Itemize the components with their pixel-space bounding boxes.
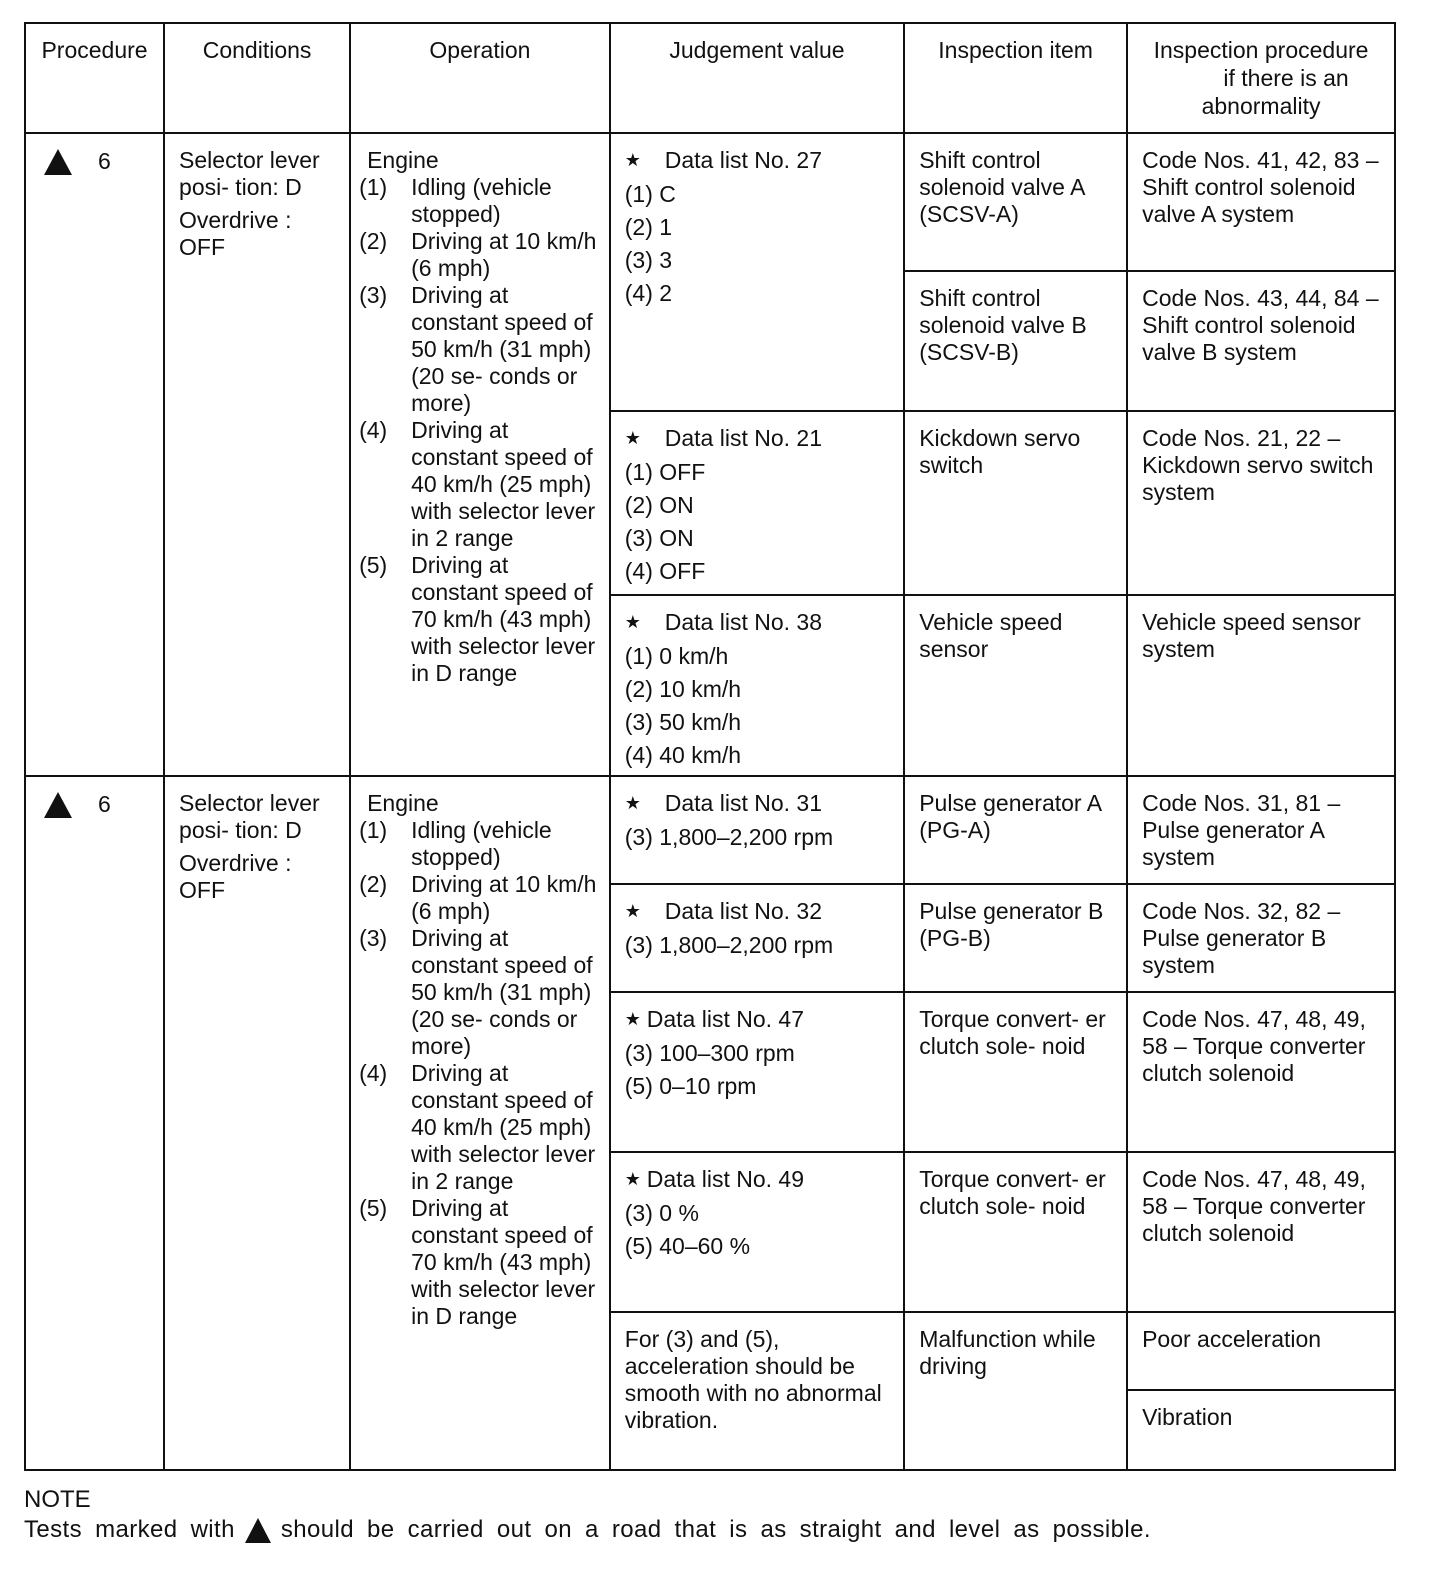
diagnosis-table [24, 22, 1396, 1471]
header-operation: Operation [350, 23, 610, 133]
inspection-item-cell: Pulse generator B (PG-B) [904, 884, 1127, 992]
operation-list [359, 174, 597, 687]
judgement-cell: ★ Data list No. 32 (3) 1,800–2,200 rpm [610, 884, 904, 992]
star-icon: ★ [624, 612, 641, 632]
inspection-item-cell: Pulse generator A (PG-A) [904, 776, 1127, 884]
table-row [25, 776, 1395, 884]
triangle-icon [245, 1518, 271, 1543]
list-item: (4) Driving at constant speed of 40 km/h (25 mph) with selector lever in 2 range [359, 417, 596, 551]
header-row [25, 23, 1395, 133]
inspection-procedure-cell: Vehicle speed sensor system [1127, 595, 1395, 776]
inspection-procedure-cell: Code Nos. 21, 22 – Kickdown servo switch system [1127, 411, 1395, 595]
list-item: (3) Driving at constant speed of 50 km/h (31 mph) (20 se- conds or more) [359, 282, 593, 416]
list-item: (5) Driving at constant speed of 70 km/h (43 mph) with selector lever in D range [359, 552, 596, 686]
inspection-item-cell: Torque convert- er clutch sole- noid [904, 1152, 1127, 1312]
list-item: (1) Idling (vehicle stopped) [359, 174, 552, 227]
note-title: NOTE [24, 1486, 91, 1513]
star-icon: ★ [624, 428, 641, 448]
star-icon: ★ [624, 1169, 641, 1189]
judgement-cell: ★ Data list No. 27 (1) C (2) 1 (3) 3 (4) 2 [610, 133, 904, 411]
inspection-item-cell: Shift control solenoid valve B (SCSV-B) [904, 271, 1127, 411]
note-text: Tests marked with should be carried out on a road that is as straight and level as possible. [24, 1516, 1151, 1543]
triangle-icon [44, 149, 72, 175]
judgement-cell: For (3) and (5), acceleration should be smooth with no abnormal vibration. [610, 1312, 904, 1470]
list-item: (2) Driving at 10 km/h (6 mph) [359, 228, 597, 281]
inspection-procedure-cell: Code Nos. 43, 44, 84 – Shift control solenoid valve B system [1127, 271, 1395, 411]
judgement-cell: ★ Data list No. 21 (1) OFF (2) ON (3) ON (4) OFF [610, 411, 904, 595]
note [24, 1485, 1151, 1545]
list-item: (1) Idling (vehicle stopped) [359, 817, 552, 870]
inspection-procedure-cell: Code Nos. 47, 48, 49, 58 – Torque converter clutch solenoid [1127, 1152, 1395, 1312]
inspection-procedure-cell: Poor acceleration [1127, 1312, 1395, 1390]
list-item: (5) Driving at constant speed of 70 km/h (43 mph) with selector lever in D range [359, 1195, 596, 1329]
header-inspection-procedure: Inspection procedure if there is an abnormality [1127, 23, 1395, 133]
inspection-item-cell: Torque convert- er clutch sole- noid [904, 992, 1127, 1152]
table-row [25, 133, 1395, 271]
list-item: (3) Driving at constant speed of 50 km/h (31 mph) (20 se- conds or more) [359, 925, 593, 1059]
star-icon: ★ [624, 793, 641, 813]
star-icon: ★ [624, 150, 641, 170]
header-procedure: Procedure [25, 23, 164, 133]
procedure-cell: 6 [25, 133, 164, 776]
judgement-cell: ★ Data list No. 49 (3) 0 % (5) 40–60 % [610, 1152, 904, 1312]
inspection-procedure-cell: Vibration [1127, 1390, 1395, 1470]
inspection-procedure-cell: Code Nos. 41, 42, 83 – Shift control solenoid valve A system [1127, 133, 1395, 271]
header-conditions: Conditions [164, 23, 350, 133]
judgement-cell: ★ Data list No. 47 (3) 100–300 rpm (5) 0–10 rpm [610, 992, 904, 1152]
conditions-cell: Selector lever posi- tion: D Overdrive : OFF [164, 133, 350, 776]
star-icon: ★ [624, 1009, 641, 1029]
inspection-procedure-cell: Code Nos. 31, 81 – Pulse generator A system [1127, 776, 1395, 884]
inspection-item-cell: Malfunction while driving [904, 1312, 1127, 1470]
list-item: (2) Driving at 10 km/h (6 mph) [359, 871, 597, 924]
inspection-procedure-cell: Code Nos. 32, 82 – Pulse generator B system [1127, 884, 1395, 992]
inspection-item-cell: Shift control solenoid valve A (SCSV-A) [904, 133, 1127, 271]
judgement-cell: ★ Data list No. 38 (1) 0 km/h (2) 10 km/h (3) 50 km/h (4) 40 km/h [610, 595, 904, 776]
conditions-cell: Selector lever posi- tion: D Overdrive : OFF [164, 776, 350, 1470]
operation-list [359, 817, 597, 1330]
procedure-cell: 6 [25, 776, 164, 1470]
inspection-item-cell: Kickdown servo switch [904, 411, 1127, 595]
header-inspection-item: Inspection item [904, 23, 1127, 133]
star-icon: ★ [624, 901, 641, 921]
inspection-item-cell: Vehicle speed sensor [904, 595, 1127, 776]
list-item: (4) Driving at constant speed of 40 km/h (25 mph) with selector lever in 2 range [359, 1060, 596, 1194]
judgement-cell: ★ Data list No. 31 (3) 1,800–2,200 rpm [610, 776, 904, 884]
operation-cell: Engine (1) Idling (vehicle stopped) (2) Driving at 10 km/h (6 mph) (3) Driving at constant speed of 50 km/h (31 mph) (20 se- conds or more) (4) Driving at constant speed of 40 km/h (25 mph) with selector lever in 2 range (5) Driving at constant speed of 70 km/h (43 mph) with selector lever in D range [350, 776, 610, 1470]
header-judgement-value: Judgement value [610, 23, 904, 133]
triangle-icon [44, 792, 72, 818]
inspection-procedure-cell: Code Nos. 47, 48, 49, 58 – Torque converter clutch solenoid [1127, 992, 1395, 1152]
operation-cell: Engine (1) Idling (vehicle stopped) (2) Driving at 10 km/h (6 mph) (3) Driving at constant speed of 50 km/h (31 mph) (20 se- conds or more) (4) Driving at constant speed of 40 km/h (25 mph) with selector lever in 2 range (5) Driving at constant speed of 70 km/h (43 mph) with selector lever in D range [350, 133, 610, 776]
